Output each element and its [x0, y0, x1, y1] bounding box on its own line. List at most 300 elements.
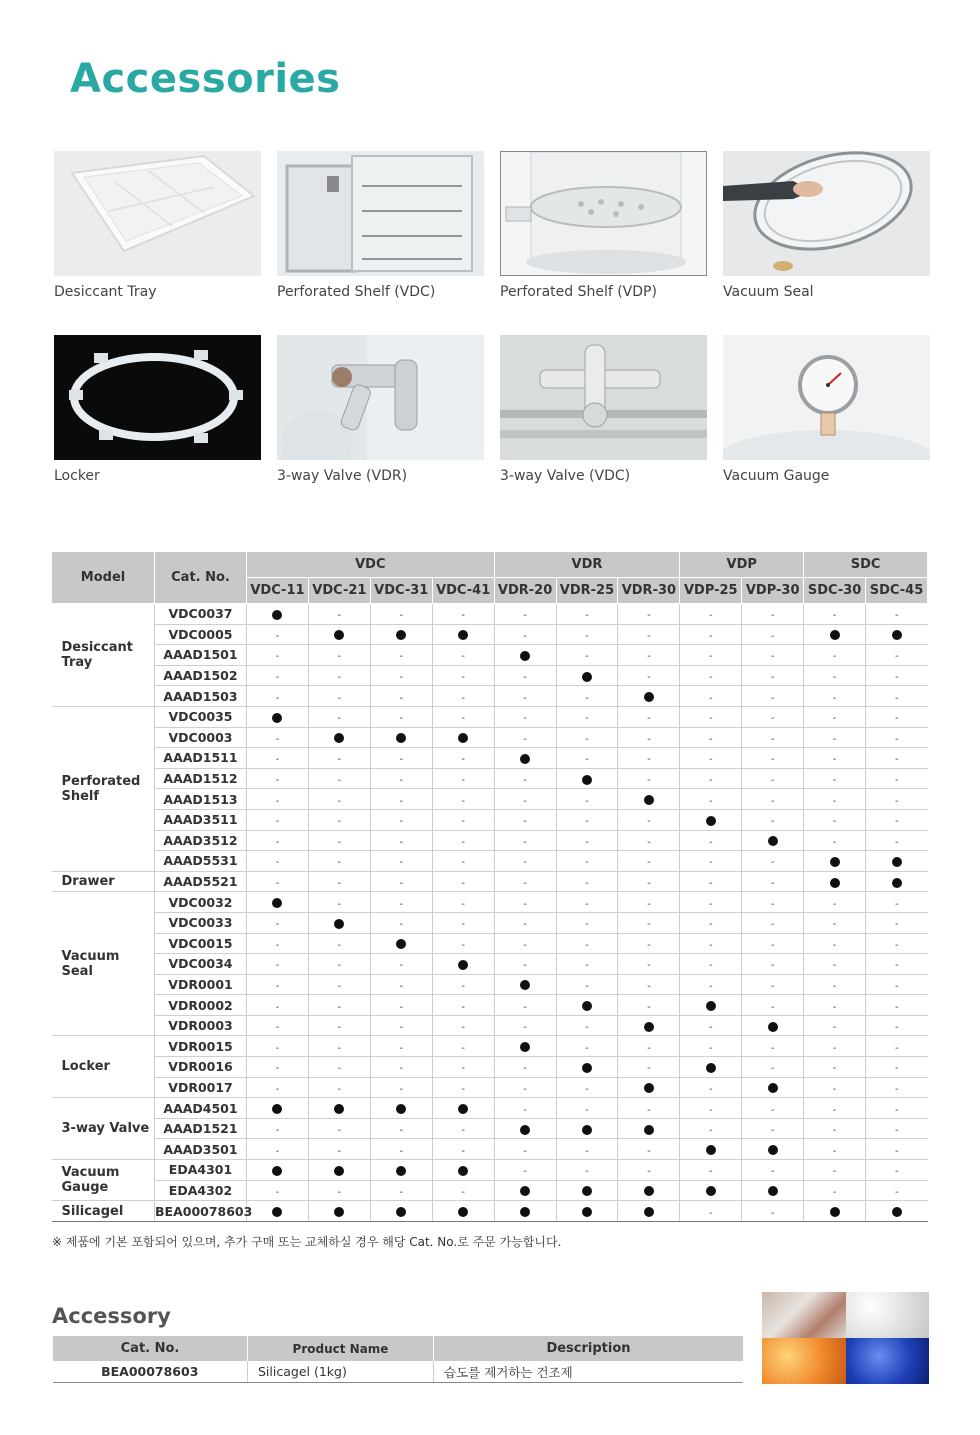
- dash-mark: -: [708, 939, 713, 951]
- table-row: [52, 768, 928, 789]
- not-compatible-cell: [804, 912, 866, 933]
- not-compatible-cell: [618, 1057, 680, 1078]
- compatible-dot-cell: [494, 974, 556, 995]
- dash-mark: -: [461, 919, 465, 931]
- compatible-dot-icon: [706, 1063, 716, 1073]
- not-compatible-cell: [370, 1077, 432, 1098]
- dash-mark: -: [708, 754, 713, 766]
- dash-mark: -: [770, 1166, 775, 1178]
- not-compatible-cell: [680, 1160, 742, 1181]
- dash-mark: -: [832, 816, 837, 828]
- not-compatible-cell: [556, 933, 618, 954]
- not-compatible-cell: [308, 604, 370, 625]
- locker-photo: [54, 335, 261, 460]
- description-header: Description: [434, 1336, 744, 1361]
- dash-mark: -: [894, 836, 899, 848]
- compatible-dot-cell: [804, 851, 866, 872]
- compatible-dot-cell: [432, 1160, 494, 1181]
- dash-mark: -: [647, 1104, 651, 1116]
- dash-mark: -: [770, 1125, 775, 1137]
- not-compatible-cell: [742, 912, 804, 933]
- dash-mark: -: [585, 836, 589, 848]
- dash-mark: -: [708, 898, 713, 910]
- cat-no-cell: AAAD1511: [155, 748, 247, 769]
- compatible-dot-icon: [644, 795, 654, 805]
- not-compatible-cell: [494, 809, 556, 830]
- dash-mark: -: [275, 1125, 280, 1137]
- order-note: ※ 제품에 기본 포함되어 있으며, 추가 구매 또는 교체하실 경우 해당 Cat. No.로 주문 가능합니다.: [52, 1235, 562, 1249]
- compatible-dot-icon: [520, 980, 530, 990]
- dash-mark: -: [523, 692, 527, 704]
- compatible-dot-cell: [804, 1201, 866, 1222]
- dash-mark: -: [399, 980, 404, 992]
- vacuum-gauge-photo: [723, 335, 930, 460]
- not-compatible-cell: [680, 1036, 742, 1057]
- dash-mark: -: [337, 795, 342, 807]
- not-compatible-cell: [866, 1077, 928, 1098]
- dash-mark: -: [585, 980, 589, 992]
- compatible-dot-icon: [582, 1125, 592, 1135]
- dash-mark: -: [399, 610, 404, 622]
- dash-mark: -: [523, 1104, 527, 1116]
- not-compatible-cell: [866, 1098, 928, 1119]
- compatible-dot-cell: [432, 1098, 494, 1119]
- dash-mark: -: [894, 816, 899, 828]
- dash-mark: -: [523, 857, 527, 869]
- model-column-header: VDR-30: [618, 578, 680, 604]
- not-compatible-cell: [804, 748, 866, 769]
- compatible-dot-cell: [618, 1077, 680, 1098]
- not-compatible-cell: [370, 1118, 432, 1139]
- not-compatible-cell: [308, 768, 370, 789]
- model-column-header: VDR-25: [556, 578, 618, 604]
- compatible-dot-icon: [458, 1166, 468, 1176]
- compatible-dot-icon: [520, 1125, 530, 1135]
- not-compatible-cell: [247, 727, 309, 748]
- gallery-caption: Perforated Shelf (VDP): [500, 284, 657, 300]
- not-compatible-cell: [742, 1160, 804, 1181]
- dash-mark: -: [585, 630, 589, 642]
- gallery-caption: Locker: [54, 468, 100, 484]
- not-compatible-cell: [308, 954, 370, 975]
- compatible-dot-cell: [680, 809, 742, 830]
- dash-mark: -: [894, 692, 899, 704]
- not-compatible-cell: [432, 1180, 494, 1201]
- table-row: [52, 604, 928, 625]
- dash-mark: -: [585, 1022, 589, 1034]
- dash-mark: -: [894, 1166, 899, 1178]
- dash-mark: -: [399, 857, 404, 869]
- not-compatible-cell: [742, 1057, 804, 1078]
- not-compatible-cell: [556, 974, 618, 995]
- dash-mark: -: [647, 713, 651, 725]
- not-compatible-cell: [370, 1057, 432, 1078]
- compatible-dot-cell: [618, 1118, 680, 1139]
- dash-mark: -: [337, 610, 342, 622]
- not-compatible-cell: [432, 789, 494, 810]
- compatible-dot-cell: [866, 851, 928, 872]
- compatible-dot-icon: [458, 630, 468, 640]
- dash-mark: -: [275, 795, 280, 807]
- table-row: [52, 1201, 928, 1222]
- not-compatible-cell: [308, 1180, 370, 1201]
- not-compatible-cell: [804, 1180, 866, 1201]
- dash-mark: -: [523, 919, 527, 931]
- not-compatible-cell: [866, 974, 928, 995]
- dash-mark: -: [832, 836, 837, 848]
- cat-no-cell: VDC0015: [155, 933, 247, 954]
- model-name-cell: 3-way Valve: [52, 1098, 155, 1160]
- dash-mark: -: [275, 939, 280, 951]
- not-compatible-cell: [247, 768, 309, 789]
- dash-mark: -: [585, 692, 589, 704]
- not-compatible-cell: [432, 1015, 494, 1036]
- dash-mark: -: [708, 857, 713, 869]
- dash-mark: -: [647, 754, 651, 766]
- not-compatible-cell: [804, 892, 866, 913]
- table-row: [52, 1036, 928, 1057]
- page-title: Accessories: [70, 56, 341, 102]
- dash-mark: -: [399, 692, 404, 704]
- not-compatible-cell: [432, 1139, 494, 1160]
- compatible-dot-icon: [396, 1166, 406, 1176]
- series-header-row: [52, 552, 928, 578]
- dash-mark: -: [585, 754, 589, 766]
- not-compatible-cell: [308, 789, 370, 810]
- not-compatible-cell: [308, 974, 370, 995]
- not-compatible-cell: [742, 686, 804, 707]
- not-compatible-cell: [556, 789, 618, 810]
- not-compatible-cell: [742, 604, 804, 625]
- not-compatible-cell: [432, 912, 494, 933]
- compatible-dot-cell: [556, 1057, 618, 1078]
- model-column-header: SDC-30: [804, 578, 866, 604]
- not-compatible-cell: [370, 1139, 432, 1160]
- not-compatible-cell: [618, 871, 680, 892]
- series-header: VDP: [680, 552, 804, 578]
- not-compatible-cell: [556, 1077, 618, 1098]
- not-compatible-cell: [494, 995, 556, 1016]
- dash-mark: -: [770, 816, 775, 828]
- not-compatible-cell: [494, 727, 556, 748]
- dash-mark: -: [275, 692, 280, 704]
- compatible-dot-icon: [768, 1145, 778, 1155]
- not-compatible-cell: [432, 1077, 494, 1098]
- not-compatible-cell: [680, 1015, 742, 1036]
- not-compatible-cell: [680, 789, 742, 810]
- table-row: [52, 1160, 928, 1181]
- not-compatible-cell: [680, 1098, 742, 1119]
- not-compatible-cell: [494, 1139, 556, 1160]
- not-compatible-cell: [494, 851, 556, 872]
- dash-mark: -: [275, 1063, 280, 1075]
- compatible-dot-cell: [247, 1201, 309, 1222]
- valve-vdc-photo: [500, 335, 707, 460]
- not-compatible-cell: [494, 706, 556, 727]
- dash-mark: -: [337, 1001, 342, 1013]
- not-compatible-cell: [308, 851, 370, 872]
- compatible-dot-icon: [644, 1207, 654, 1217]
- cat-no-cell: VDR0016: [155, 1057, 247, 1078]
- not-compatible-cell: [432, 768, 494, 789]
- dash-mark: -: [399, 960, 404, 972]
- dash-mark: -: [770, 1042, 775, 1054]
- cat-no-cell: VDC0032: [155, 892, 247, 913]
- cat-no-cell: VDC0034: [155, 954, 247, 975]
- desiccant-tray-photo: [54, 151, 261, 276]
- compatible-dot-cell: [680, 1057, 742, 1078]
- dash-mark: -: [461, 1125, 465, 1137]
- accessory-table: [52, 1336, 743, 1383]
- dash-mark: -: [708, 1083, 713, 1095]
- not-compatible-cell: [247, 1118, 309, 1139]
- dash-mark: -: [647, 898, 651, 910]
- cat-no-cell: AAAD1513: [155, 789, 247, 810]
- dash-mark: -: [585, 960, 589, 972]
- not-compatible-cell: [370, 686, 432, 707]
- dash-mark: -: [275, 919, 280, 931]
- dash-mark: -: [708, 836, 713, 848]
- cat-no-cell: EDA4302: [155, 1180, 247, 1201]
- dash-mark: -: [894, 1001, 899, 1013]
- dash-mark: -: [770, 980, 775, 992]
- not-compatible-cell: [866, 706, 928, 727]
- not-compatible-cell: [308, 830, 370, 851]
- table-row: [52, 809, 928, 830]
- dash-mark: -: [399, 1022, 404, 1034]
- dash-mark: -: [399, 919, 404, 931]
- dash-mark: -: [585, 651, 589, 663]
- dash-mark: -: [894, 1083, 899, 1095]
- not-compatible-cell: [432, 665, 494, 686]
- not-compatible-cell: [370, 1015, 432, 1036]
- dash-mark: -: [770, 1001, 775, 1013]
- table-row: [52, 933, 928, 954]
- compatible-dot-cell: [804, 871, 866, 892]
- not-compatible-cell: [556, 748, 618, 769]
- not-compatible-cell: [247, 1015, 309, 1036]
- dash-mark: -: [399, 816, 404, 828]
- not-compatible-cell: [680, 933, 742, 954]
- not-compatible-cell: [308, 1077, 370, 1098]
- dash-mark: -: [585, 795, 589, 807]
- dash-mark: -: [770, 775, 775, 787]
- compatibility-table: [51, 551, 928, 1222]
- dash-mark: -: [399, 878, 404, 890]
- model-column-header: VDP-25: [680, 578, 742, 604]
- not-compatible-cell: [432, 871, 494, 892]
- table-row: [52, 706, 928, 727]
- dash-mark: -: [647, 1166, 651, 1178]
- dash-mark: -: [461, 1022, 465, 1034]
- dash-mark: -: [647, 816, 651, 828]
- dash-mark: -: [275, 1022, 280, 1034]
- not-compatible-cell: [680, 645, 742, 666]
- not-compatible-cell: [618, 954, 680, 975]
- cat-no-cell: VDR0015: [155, 1036, 247, 1057]
- not-compatible-cell: [804, 686, 866, 707]
- model-name-cell: Desiccant Tray: [52, 604, 155, 707]
- table-row: [52, 624, 928, 645]
- dash-mark: -: [770, 795, 775, 807]
- not-compatible-cell: [247, 1077, 309, 1098]
- dash-mark: -: [461, 651, 465, 663]
- dash-mark: -: [708, 733, 713, 745]
- not-compatible-cell: [804, 789, 866, 810]
- dash-mark: -: [832, 1083, 837, 1095]
- not-compatible-cell: [308, 645, 370, 666]
- dash-mark: -: [894, 1125, 899, 1137]
- compatible-dot-icon: [334, 1104, 344, 1114]
- compatible-dot-icon: [644, 1022, 654, 1032]
- compatible-dot-icon: [396, 1104, 406, 1114]
- dash-mark: -: [461, 1186, 465, 1198]
- dash-mark: -: [461, 857, 465, 869]
- dash-mark: -: [337, 857, 342, 869]
- dash-mark: -: [708, 692, 713, 704]
- not-compatible-cell: [556, 1160, 618, 1181]
- dash-mark: -: [770, 939, 775, 951]
- not-compatible-cell: [432, 686, 494, 707]
- dash-mark: -: [708, 651, 713, 663]
- table-row: [52, 995, 928, 1016]
- gallery-caption: 3-way Valve (VDC): [500, 468, 631, 484]
- gallery-caption: Perforated Shelf (VDC): [277, 284, 436, 300]
- gallery-item: [277, 335, 484, 484]
- dash-mark: -: [523, 836, 527, 848]
- table-row: [52, 851, 928, 872]
- dash-mark: -: [770, 898, 775, 910]
- model-column-header: SDC-45: [866, 578, 928, 604]
- dash-mark: -: [523, 939, 527, 951]
- not-compatible-cell: [308, 995, 370, 1016]
- dash-mark: -: [770, 733, 775, 745]
- not-compatible-cell: [556, 954, 618, 975]
- dash-mark: -: [708, 795, 713, 807]
- series-header: VDC: [247, 552, 495, 578]
- not-compatible-cell: [804, 1077, 866, 1098]
- series-header: SDC: [804, 552, 928, 578]
- cat-no-cell: VDR0017: [155, 1077, 247, 1098]
- not-compatible-cell: [370, 995, 432, 1016]
- not-compatible-cell: [618, 809, 680, 830]
- not-compatible-cell: [432, 851, 494, 872]
- dash-mark: -: [399, 1083, 404, 1095]
- compatible-dot-icon: [892, 857, 902, 867]
- not-compatible-cell: [370, 706, 432, 727]
- dash-mark: -: [832, 672, 837, 684]
- not-compatible-cell: [804, 645, 866, 666]
- not-compatible-cell: [370, 830, 432, 851]
- not-compatible-cell: [308, 1057, 370, 1078]
- not-compatible-cell: [432, 748, 494, 769]
- compatible-dot-icon: [644, 692, 654, 702]
- not-compatible-cell: [742, 748, 804, 769]
- compatible-dot-icon: [768, 1022, 778, 1032]
- compatible-dot-cell: [866, 624, 928, 645]
- dash-mark: -: [523, 816, 527, 828]
- not-compatible-cell: [308, 748, 370, 769]
- compatible-dot-icon: [334, 1166, 344, 1176]
- dash-mark: -: [770, 713, 775, 725]
- dash-mark: -: [770, 610, 775, 622]
- cat-no-cell: VDC0003: [155, 727, 247, 748]
- not-compatible-cell: [866, 1160, 928, 1181]
- not-compatible-cell: [494, 912, 556, 933]
- series-header: VDR: [494, 552, 680, 578]
- cat-no-header: Cat. No.: [53, 1336, 248, 1361]
- not-compatible-cell: [432, 706, 494, 727]
- dash-mark: -: [832, 1022, 837, 1034]
- dash-mark: -: [585, 1166, 589, 1178]
- dash-mark: -: [585, 733, 589, 745]
- cat-no-cell: VDC0037: [155, 604, 247, 625]
- not-compatible-cell: [866, 1139, 928, 1160]
- compatible-dot-icon: [768, 1083, 778, 1093]
- dash-mark: -: [275, 857, 280, 869]
- model-column-header: VDC-41: [432, 578, 494, 604]
- not-compatible-cell: [556, 604, 618, 625]
- compatible-dot-icon: [272, 1166, 282, 1176]
- dash-mark: -: [894, 1022, 899, 1034]
- dash-mark: -: [275, 980, 280, 992]
- compatible-dot-cell: [556, 1118, 618, 1139]
- not-compatible-cell: [618, 1139, 680, 1160]
- gallery-item: [723, 335, 930, 484]
- not-compatible-cell: [432, 974, 494, 995]
- gallery-item: [54, 151, 261, 300]
- compatible-dot-cell: [680, 1180, 742, 1201]
- not-compatible-cell: [494, 871, 556, 892]
- compatible-dot-cell: [742, 830, 804, 851]
- dash-mark: -: [708, 775, 713, 787]
- not-compatible-cell: [494, 604, 556, 625]
- not-compatible-cell: [494, 768, 556, 789]
- not-compatible-cell: [370, 645, 432, 666]
- not-compatible-cell: [618, 645, 680, 666]
- not-compatible-cell: [556, 1139, 618, 1160]
- cat-no-cell: VDC0033: [155, 912, 247, 933]
- not-compatible-cell: [247, 686, 309, 707]
- not-compatible-cell: [247, 933, 309, 954]
- not-compatible-cell: [866, 1057, 928, 1078]
- not-compatible-cell: [866, 645, 928, 666]
- dash-mark: -: [585, 1145, 589, 1157]
- not-compatible-cell: [618, 1098, 680, 1119]
- not-compatible-cell: [804, 995, 866, 1016]
- cat-no-cell: VDC0005: [155, 624, 247, 645]
- dash-mark: -: [647, 610, 651, 622]
- not-compatible-cell: [680, 706, 742, 727]
- compatible-dot-icon: [644, 1125, 654, 1135]
- vacuum-seal-photo: [723, 151, 930, 276]
- dash-mark: -: [337, 1145, 342, 1157]
- not-compatible-cell: [370, 665, 432, 686]
- table-row: [52, 1077, 928, 1098]
- not-compatible-cell: [556, 624, 618, 645]
- not-compatible-cell: [247, 974, 309, 995]
- cat-no-cell: AAAD1502: [155, 665, 247, 686]
- gallery-caption: 3-way Valve (VDR): [277, 468, 408, 484]
- dash-mark: -: [894, 754, 899, 766]
- dash-mark: -: [894, 1145, 899, 1157]
- not-compatible-cell: [247, 665, 309, 686]
- model-name-cell: Drawer: [52, 871, 155, 892]
- compatible-dot-cell: [556, 1180, 618, 1201]
- not-compatible-cell: [308, 1036, 370, 1057]
- compatible-dot-cell: [556, 768, 618, 789]
- dash-mark: -: [337, 898, 342, 910]
